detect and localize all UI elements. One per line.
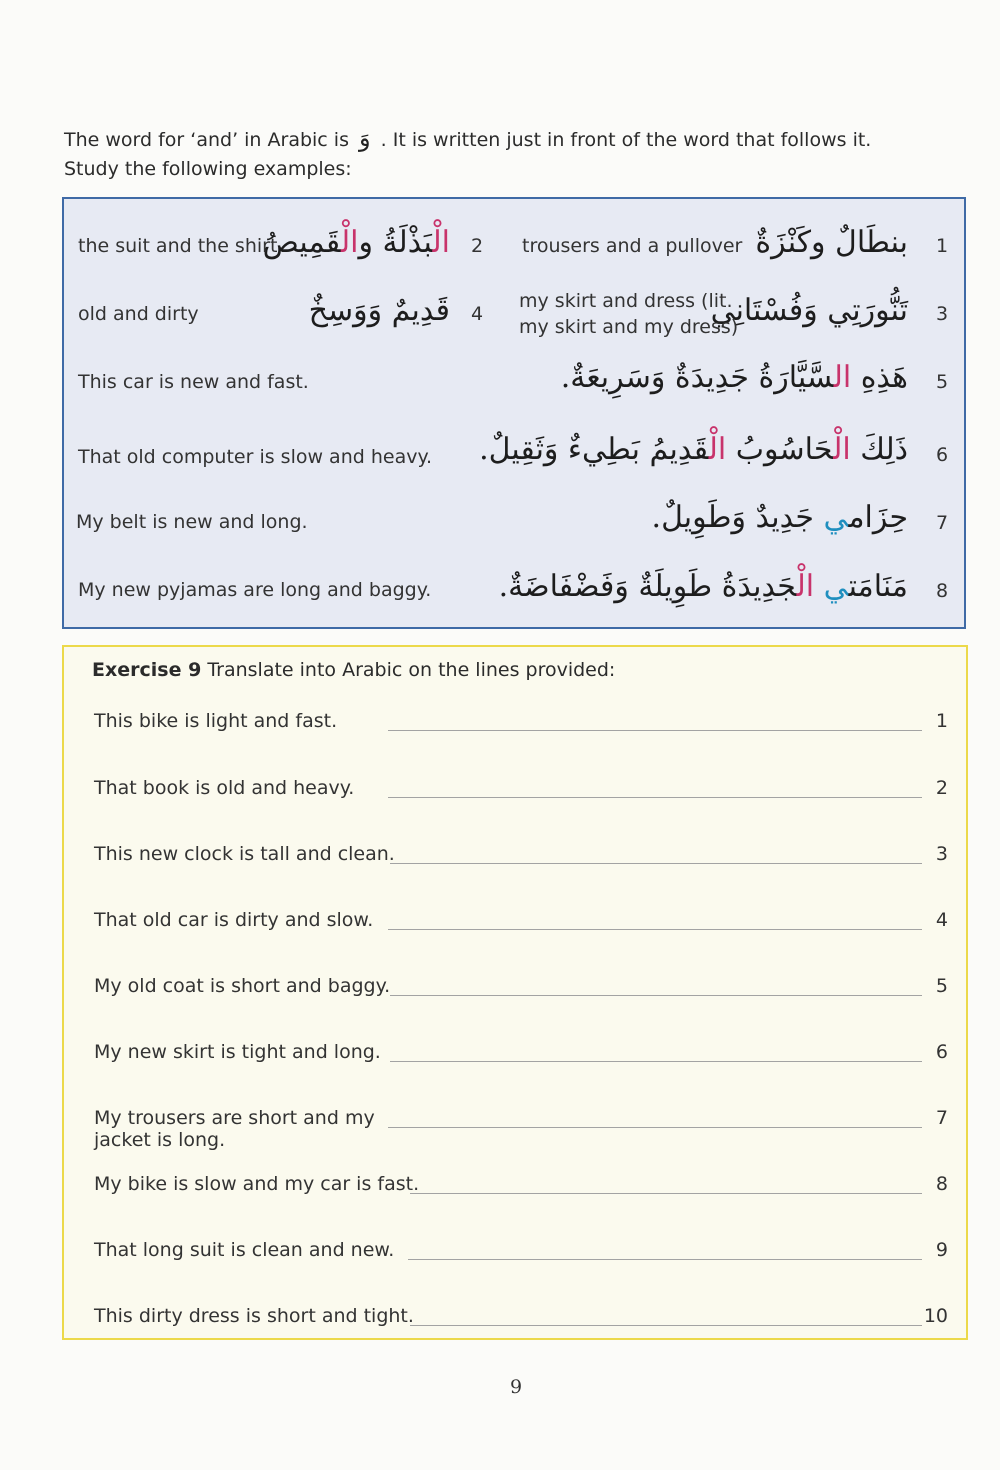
example-number: 1 (936, 235, 949, 257)
example-english: trousers and a pullover (522, 235, 743, 257)
arabic-and-letter: وَ (359, 124, 371, 152)
example-arabic-part: جَدِيدَةُ طَوِيلَةٌ وَفَضْفَاضَةٌ. (498, 569, 797, 604)
example-arabic-part: حِزَام (848, 500, 908, 535)
exercise-item-text-line: My trousers are short and my (94, 1107, 375, 1129)
exercise-instruction: Translate into Arabic on the lines provided: (207, 659, 616, 681)
exercise-item-number: 1 (935, 710, 948, 732)
example-arabic-part: وَفُسْتَانِي (710, 293, 828, 328)
example-arabic (711, 293, 908, 328)
answer-line[interactable] (390, 1061, 922, 1062)
answer-line[interactable] (388, 797, 922, 798)
example-arabic-part: تَنُّورَتِي (827, 293, 908, 328)
exercise-item-text (94, 1173, 419, 1195)
example-arabic-part: هَذِهِ (851, 360, 908, 395)
answer-line[interactable] (390, 995, 922, 996)
exercise-item-text (94, 975, 390, 997)
answer-line[interactable] (390, 863, 922, 864)
example-arabic-part: الْ (340, 225, 359, 260)
exercise-box (62, 645, 968, 1340)
intro-text-after: . It is written just in front of the word that follows it. (380, 129, 872, 151)
example-number: 6 (936, 444, 949, 466)
example-arabic-part: ال (833, 360, 852, 395)
example-arabic-part: الْ (432, 225, 450, 260)
exercise-item-text (94, 1107, 375, 1151)
example-arabic-part: قَدِيمٌ وَوَسِخٌ (308, 293, 450, 328)
examples-box (62, 197, 966, 629)
example-number: 7 (936, 512, 949, 534)
example-english: the suit and the shirt (78, 235, 278, 257)
example-arabic (263, 225, 450, 260)
exercise-item-text (94, 1041, 381, 1063)
exercise-item (64, 1041, 966, 1081)
example-english-line: my skirt and dress (lit. (519, 290, 733, 312)
exercise-heading (92, 659, 615, 681)
example-english-line: my skirt and my dress) (519, 316, 739, 338)
intro-line-1 (64, 124, 871, 152)
exercise-item (64, 1239, 966, 1279)
example-english: My belt is new and long. (76, 511, 308, 533)
exercise-item-text-line: That old car is dirty and slow. (94, 909, 374, 931)
example-arabic-part: الْ (796, 569, 815, 604)
example-arabic-part: ذَلِكَ (850, 432, 908, 467)
example-arabic-part: بَذْلَةُ و (358, 225, 433, 260)
exercise-item (64, 777, 966, 817)
example-arabic-part: قَمِيصُ (262, 225, 341, 260)
exercise-item-number: 2 (935, 777, 948, 799)
example-arabic-part: سَّيَّارَةُ جَدِيدَةٌ وَسَرِيعَةٌ. (560, 360, 834, 395)
exercise-item (64, 1305, 966, 1345)
exercise-item-text-line: jacket is long. (94, 1129, 226, 1151)
intro-text-before: The word for ‘and’ in Arabic is (64, 129, 349, 151)
exercise-item-number: 9 (935, 1239, 948, 1261)
exercise-item-text-line: My new skirt is tight and long. (94, 1041, 381, 1063)
exercise-item-number: 8 (935, 1173, 948, 1195)
exercise-item-text-line: This dirty dress is short and tight. (94, 1305, 414, 1327)
exercise-item (64, 710, 966, 750)
exercise-item-text-line: My bike is slow and my car is fast. (94, 1173, 420, 1195)
exercise-item-text (94, 843, 395, 865)
exercise-item (64, 1107, 966, 1151)
example-number: 5 (936, 371, 949, 393)
intro-line-2: Study the following examples: (64, 158, 352, 180)
exercise-item-text (94, 1239, 394, 1261)
example-english: This car is new and fast. (78, 371, 309, 393)
example-arabic (561, 360, 908, 395)
example-number: 3 (936, 303, 949, 325)
exercise-item-number: 3 (935, 843, 948, 865)
exercise-item-text (94, 1305, 414, 1327)
example-english: That old computer is slow and heavy. (78, 446, 433, 468)
answer-line[interactable] (388, 1127, 922, 1128)
exercise-item-number: 4 (935, 909, 948, 931)
exercise-item (64, 975, 966, 1015)
exercise-item-text-line: This bike is light and fast. (94, 710, 338, 732)
exercise-item-text-line: That long suit is clean and new. (94, 1239, 395, 1261)
example-arabic-part: مَنَامَت (848, 569, 908, 604)
example-arabic (755, 225, 908, 260)
example-arabic (499, 569, 908, 604)
example-number: 2 (471, 235, 484, 257)
exercise-item-text (94, 909, 373, 931)
exercise-item-number: 6 (935, 1041, 948, 1063)
answer-line[interactable] (410, 1325, 922, 1326)
example-arabic-part: ي (823, 569, 849, 604)
exercise-item-number: 7 (935, 1107, 948, 1129)
example-arabic-part: الْ (833, 432, 851, 467)
example-arabic (479, 432, 908, 467)
exercise-item-number: 5 (935, 975, 948, 997)
answer-line[interactable] (410, 1193, 922, 1194)
example-arabic (652, 500, 908, 535)
exercise-item (64, 843, 966, 883)
example-arabic-part: الْ (708, 432, 727, 467)
exercise-item-text (94, 710, 337, 732)
exercise-item-number: 10 (923, 1305, 948, 1327)
example-arabic-part (814, 569, 824, 604)
exercise-item-text (94, 777, 354, 799)
exercise-item-text-line: That book is old and heavy. (94, 777, 355, 799)
exercise-item (64, 1173, 966, 1213)
example-number: 8 (936, 580, 949, 602)
exercise-item-text-line: This new clock is tall and clean. (94, 843, 395, 865)
example-number: 4 (471, 303, 484, 325)
example-arabic-part: جَدِيدٌ وَطَوِيلٌ. (651, 500, 824, 535)
page-number: 9 (510, 1376, 523, 1398)
example-english: old and dirty (78, 303, 199, 325)
example-arabic-part: ي (823, 500, 849, 535)
answer-line[interactable] (388, 730, 922, 731)
answer-line[interactable] (388, 929, 922, 930)
exercise-title: Exercise 9 (92, 659, 202, 681)
example-arabic-part: بنطَالٌ وكَنْزَةٌ (755, 225, 908, 260)
example-english (519, 288, 738, 340)
example-arabic (309, 293, 450, 328)
exercise-item-text-line: My old coat is short and baggy. (94, 975, 391, 997)
exercise-item (64, 909, 966, 949)
example-english: My new pyjamas are long and baggy. (78, 579, 432, 601)
example-arabic-part: قَدِيمُ بَطِيءٌ وَثَقِيلٌ. (479, 432, 709, 467)
example-arabic-part: حَاسُوبُ (726, 432, 834, 467)
answer-line[interactable] (408, 1259, 922, 1260)
